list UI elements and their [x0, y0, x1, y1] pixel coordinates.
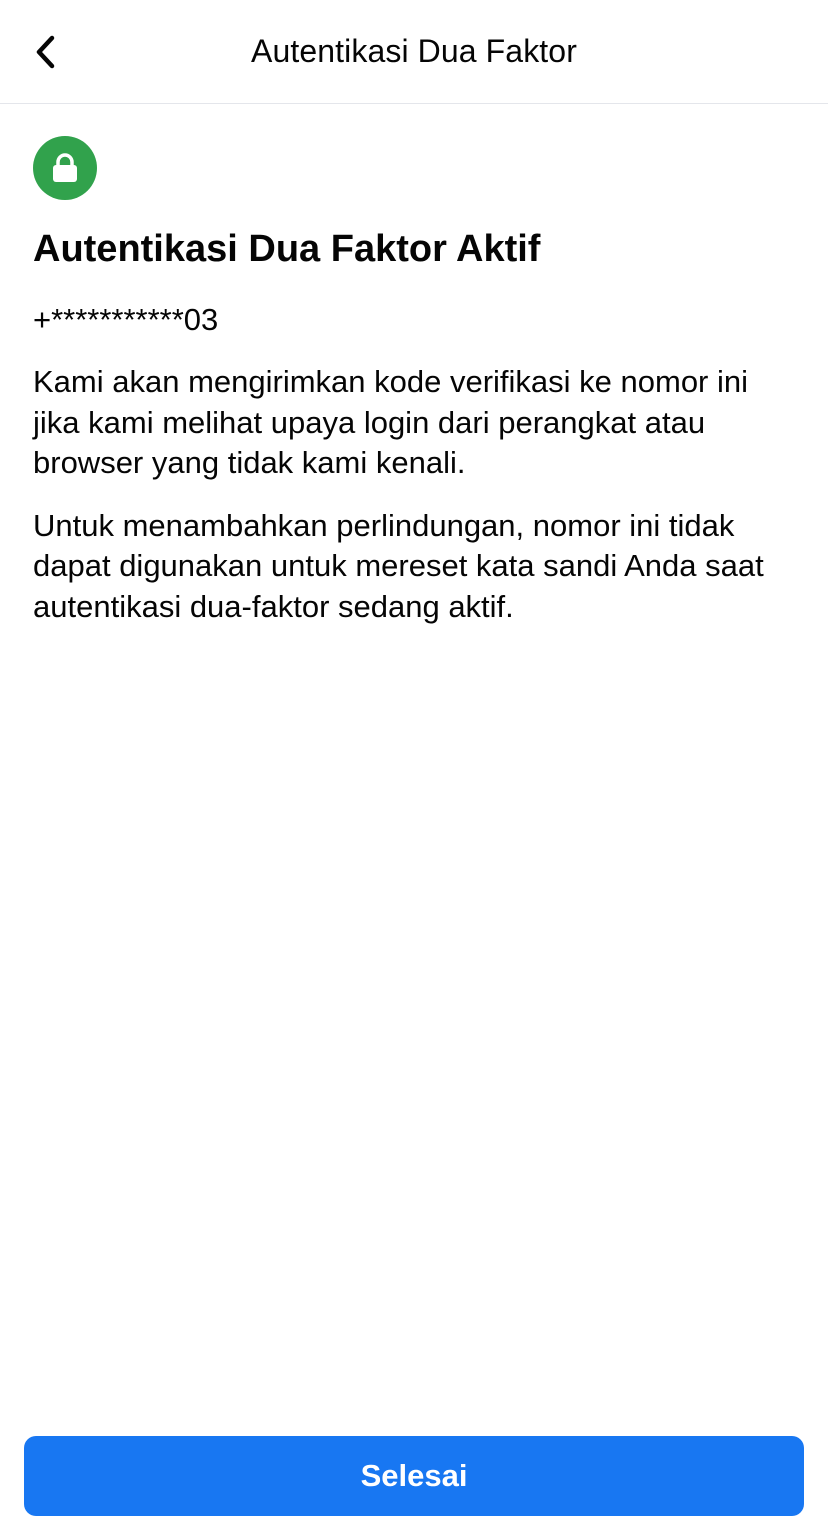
status-title: Autentikasi Dua Faktor Aktif — [33, 228, 541, 270]
masked-phone-number: +***********03 — [33, 302, 219, 337]
lock-badge — [33, 136, 97, 200]
top-navigation-bar — [0, 0, 828, 104]
chevron-left-icon — [32, 34, 60, 70]
done-button[interactable]: Selesai — [24, 1436, 804, 1516]
lock-icon — [51, 152, 79, 184]
main-content — [33, 136, 803, 627]
page-title: Autentikasi Dua Faktor — [251, 33, 577, 69]
verification-description: Kami akan mengirimkan kode verifikasi ke nomor ini jika kami melihat upaya login dari perangkat atau browser yang tidak kami kenali. — [33, 364, 749, 480]
protection-description: Untuk menambahkan perlindungan, nomor ini tidak dapat digunakan untuk mereset kata sandi Anda saat autentikasi dua-faktor sedang aktif. — [33, 507, 764, 624]
back-button[interactable] — [22, 22, 70, 82]
